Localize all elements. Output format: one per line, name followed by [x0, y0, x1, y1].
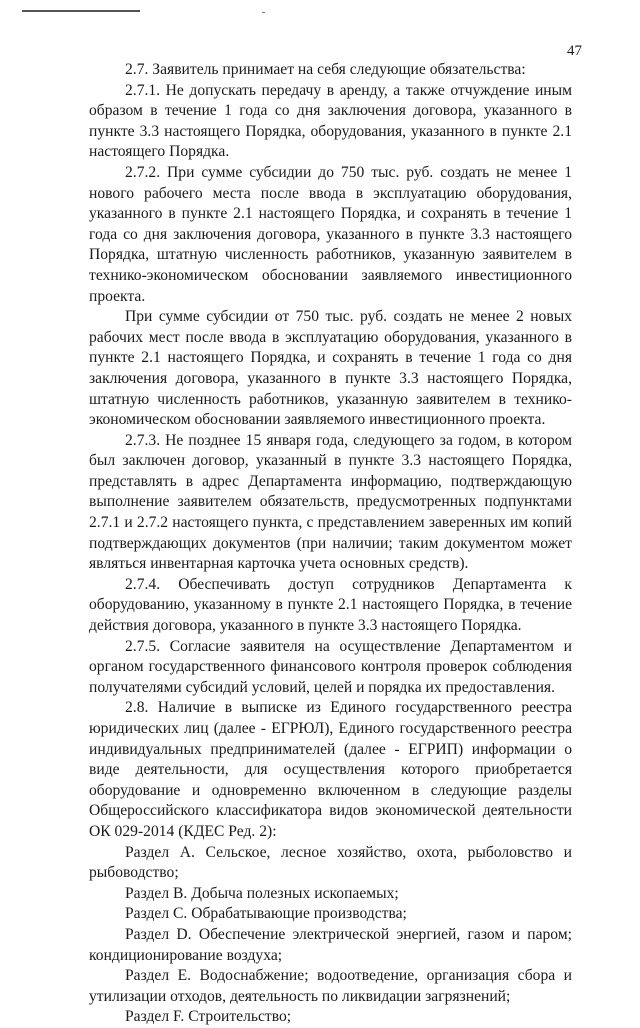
- paragraph-2-7: 2.7. Заявитель принимает на себя следующие обязательства:: [125, 61, 526, 78]
- section-e: Раздел Е. Водоснабжение; водоотведение, организация сбора и утилизации отходов, деятельность по ликвидации загрязнений;: [89, 967, 572, 1005]
- section-a: Раздел А. Сельское, лесное хозяйство, охота, рыболовство и рыбоводство;: [89, 843, 572, 882]
- scan-edge-line: [22, 10, 140, 12]
- scan-speck: [262, 12, 265, 13]
- paragraph-2-7-1: 2.7.1. Не допускать передачу в аренду, а также отчуждение иным образом в течение 1 года со дня заключения договора, указанного в пункте 3.3 настоящего Порядка, оборудования, указанного в пункте 2.1 настоящего Порядка.: [89, 81, 572, 161]
- document-body: [89, 60, 572, 1028]
- paragraph-2-7-4: 2.7.4. Обеспечивать доступ сотрудников Департамента к оборудованию, указанному в пункте 2.1 настоящего Порядка, в течение действия договора, указанного в пункте 3.3 настоящего Порядка.: [89, 575, 572, 635]
- section-d: Раздел D. Обеспечение электрической энергией, газом и паром; кондиционирование воздуха;: [89, 925, 572, 964]
- paragraph-2-7-3: 2.7.3. Не позднее 15 января года, следующего за годом, в котором был заключен договор, указанный в пункте 3.3 настоящего Порядка, представлять в адрес Департамента информацию, подтверждающую выполнение заявителем обязательств, предусмотренных подпунктами 2.7.1 и 2.7.2 настоящего пункта, с представлением заверенных им копий подтверждающих документов (при наличии; таким документом может являться инвентарная карточка учета основных средств).: [89, 431, 572, 573]
- section-f: Раздел F. Строительство;: [125, 1008, 292, 1026]
- section-b: Раздел В. Добыча полезных ископаемых;: [125, 884, 399, 902]
- page-number: 47: [567, 43, 582, 59]
- paragraph-2-7-5: 2.7.5. Согласие заявителя на осуществление Департаментом и органом государственного финансового контроля проверок соблюдения получателями субсидий условий, целей и порядка их предоставления.: [89, 637, 572, 696]
- section-c: Раздел С. Обрабатывающие производства;: [125, 905, 407, 923]
- paragraph-2-8: 2.8. Наличие в выписке из Единого государственного реестра юридических лиц (далее - ЕГРЮЛ), Единого государственного реестра индивидуальных предпринимателей (далее - ЕГРИП) информации о виде деятельности, для осуществления которого приобретается оборудование и одновременно включенном в следующие разделы Общероссийского классификатора видов экономической деятельности ОК 029-2014 (КДЕС Ред. 2):: [89, 699, 572, 840]
- paragraph-2-7-2: 2.7.2. При сумме субсидии до 750 тыс. руб. создать не менее 1 нового рабочего места после ввода в эксплуатацию оборудования, указанного в пункте 2.1 настоящего Порядка, и сохранять в течение 1 года со дня заключения договора, указанного в пункте 3.3 настоящего Порядка, штатную численность работников, указанную заявителем в технико-экономическом обосновании заявляемого инвестиционного проекта.: [89, 163, 572, 305]
- paragraph-2-7-2-continued: При сумме субсидии от 750 тыс. руб. создать не менее 2 новых рабочих мест после ввода в эксплуатацию оборудования, указанного в пункте 2.1 настоящего Порядка, и сохранять в течение 1 года со дня заключения договора, указанного в пункте 3.3 настоящего Порядка, штатную численность работников, указанную заявителем в технико-экономическом обосновании заявляемого инвестиционного проекта.: [89, 308, 572, 429]
